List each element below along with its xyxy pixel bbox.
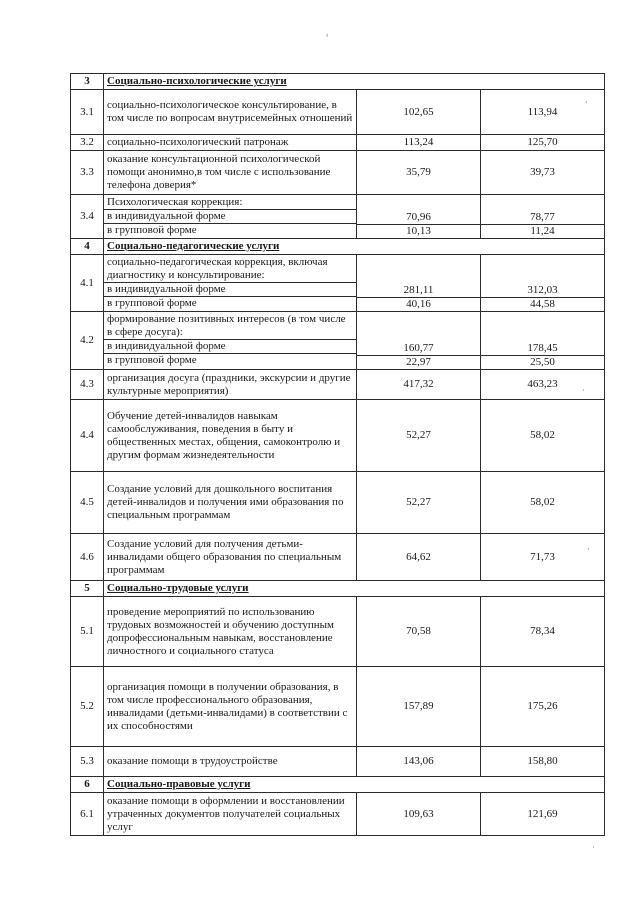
sub-item-value: 10,13	[357, 224, 480, 238]
sub-item-value: 78,77	[530, 211, 555, 223]
item-description	[104, 255, 357, 312]
section-row	[71, 581, 605, 597]
price-value-2: 121,69	[481, 793, 605, 836]
price-value-1: 64,62	[357, 534, 481, 581]
section-title: Социально-педагогические услуги	[104, 239, 605, 255]
sub-item-value: 11,24	[481, 224, 604, 238]
sub-item-description: в групповой форме	[104, 296, 356, 310]
table-row	[71, 312, 605, 370]
sub-item-value: 40,16	[357, 297, 480, 311]
price-value-1: 35,79	[357, 151, 481, 195]
page-mark: ³	[326, 34, 328, 40]
sub-item-value: 25,50	[481, 355, 604, 369]
price-value-1: 143,06	[357, 747, 481, 777]
price-value-2: 71,73	[481, 534, 605, 581]
price-value-1: 52,27	[357, 400, 481, 472]
item-description: организация досуга (праздники, экскурсии и другие культурные мероприятия)	[104, 370, 357, 400]
item-number: 3.2	[71, 135, 104, 151]
price-value-2: 125,70	[481, 135, 605, 151]
item-description: социально-психологическое консультирование, в том числе по вопросам внутрисемейных отношений	[104, 90, 357, 135]
section-row	[71, 74, 605, 90]
price-value-1: 102,65	[357, 90, 481, 135]
table-row	[71, 793, 605, 836]
item-number: 4.1	[71, 255, 104, 312]
table-row	[71, 135, 605, 151]
sub-item-value: 281,11	[403, 284, 434, 296]
item-number: 5.2	[71, 667, 104, 747]
price-value-2: 175,26	[481, 667, 605, 747]
price-value-1: 109,63	[357, 793, 481, 836]
price-value-1: 157,89	[357, 667, 481, 747]
item-description: оказание помощи в трудоустройстве	[104, 747, 357, 777]
price-column-1	[357, 195, 481, 239]
sub-item-description: в индивидуальной форме	[104, 209, 356, 223]
table-row	[71, 472, 605, 534]
item-number: 3.3	[71, 151, 104, 195]
sub-item-value: 22,97	[357, 355, 480, 369]
sub-item-description: в групповой форме	[104, 353, 356, 367]
sub-item-description: в групповой форме	[104, 223, 356, 237]
price-value-1: 52,27	[357, 472, 481, 534]
sub-item-value: 70,96	[406, 211, 431, 223]
item-number: 3.1	[71, 90, 104, 135]
item-number: 4.3	[71, 370, 104, 400]
table-row	[71, 597, 605, 667]
price-value-1: 417,32	[357, 370, 481, 400]
section-row	[71, 239, 605, 255]
section-title: Социально-правовые услуги	[104, 777, 605, 793]
item-description: Создание условий для дошкольного воспитания детей-инвалидов и получения ими образования по специальным программам	[104, 472, 357, 534]
item-description: Обучение детей-инвалидов навыкам самообслуживания, поведения в быту и общественных местах, общения, самоконтролю и другим формам жизнедеятельности	[104, 400, 357, 472]
item-number: 4.6	[71, 534, 104, 581]
item-description-head: Психологическая коррекция:	[107, 196, 243, 208]
item-description: оказание помощи в оформлении и восстановлении утраченных документов получателей социальных услуг	[104, 793, 357, 836]
item-number: 5.1	[71, 597, 104, 667]
price-value-2: 58,02	[481, 400, 605, 472]
table-row	[71, 667, 605, 747]
table-row	[71, 255, 605, 312]
table-row	[71, 90, 605, 135]
section-number: 6	[71, 777, 104, 793]
item-number: 4.2	[71, 312, 104, 370]
item-description-head: социально-педагогическая коррекция, включая диагностику и консультирование:	[107, 256, 328, 281]
sub-item-value: 160,77	[403, 342, 434, 354]
section-row	[71, 777, 605, 793]
section-number: 5	[71, 581, 104, 597]
price-value-2: 463,23	[481, 370, 605, 400]
item-description: социально-психологический патронаж	[104, 135, 357, 151]
price-column-1	[357, 312, 481, 370]
item-number: 4.4	[71, 400, 104, 472]
scan-mark: ·	[587, 545, 590, 554]
services-price-table	[70, 73, 605, 836]
sub-item-value: 44,58	[481, 297, 604, 311]
price-column-2	[481, 312, 605, 370]
section-title: Социально-психологические услуги	[104, 74, 605, 90]
price-value-1: 113,24	[357, 135, 481, 151]
table-row	[71, 400, 605, 472]
price-value-2: 39,73	[481, 151, 605, 195]
price-value-1: 70,58	[357, 597, 481, 667]
item-description: Создание условий для получения детьми-инвалидами общего образования по специальным программам	[104, 534, 357, 581]
sub-item-value: 312,03	[527, 284, 558, 296]
item-number: 4.5	[71, 472, 104, 534]
item-description	[104, 312, 357, 370]
sub-item-description: в индивидуальной форме	[104, 282, 356, 296]
scan-mark: ·	[585, 98, 588, 107]
price-value-2: 78,34	[481, 597, 605, 667]
price-value-2: 158,80	[481, 747, 605, 777]
item-description: организация помощи в получении образования, в том числе профессионального образования, инвалидами (детьми-инвалидами) в соответствии с их способностями	[104, 667, 357, 747]
item-description: проведение мероприятий по использованию трудовых возможностей и обучению доступным допрофессиональным навыкам, восстановление личностного и социального статуса	[104, 597, 357, 667]
item-number: 5.3	[71, 747, 104, 777]
sub-item-description: в индивидуальной форме	[104, 339, 356, 353]
item-number: 3.4	[71, 195, 104, 239]
item-description: оказание консультационной психологической помощи анонимно,в том числе с использование телефона доверия*	[104, 151, 357, 195]
scan-mark: ·	[592, 843, 595, 852]
scan-mark: ·	[582, 386, 585, 395]
section-title: Социально-трудовые услуги	[104, 581, 605, 597]
item-description-head: формирование позитивных интересов (в том числе в сфере досуга):	[107, 313, 346, 338]
table-row	[71, 370, 605, 400]
price-column-2	[481, 255, 605, 312]
price-column-2	[481, 195, 605, 239]
table-row	[71, 195, 605, 239]
item-number: 6.1	[71, 793, 104, 836]
price-value-2: 58,02	[481, 472, 605, 534]
section-number: 4	[71, 239, 104, 255]
table-row	[71, 151, 605, 195]
sub-item-value: 178,45	[527, 342, 558, 354]
table-row	[71, 747, 605, 777]
section-number: 3	[71, 74, 104, 90]
table-row	[71, 534, 605, 581]
price-column-1	[357, 255, 481, 312]
price-value-2: 113,94	[481, 90, 605, 135]
item-description	[104, 195, 357, 239]
